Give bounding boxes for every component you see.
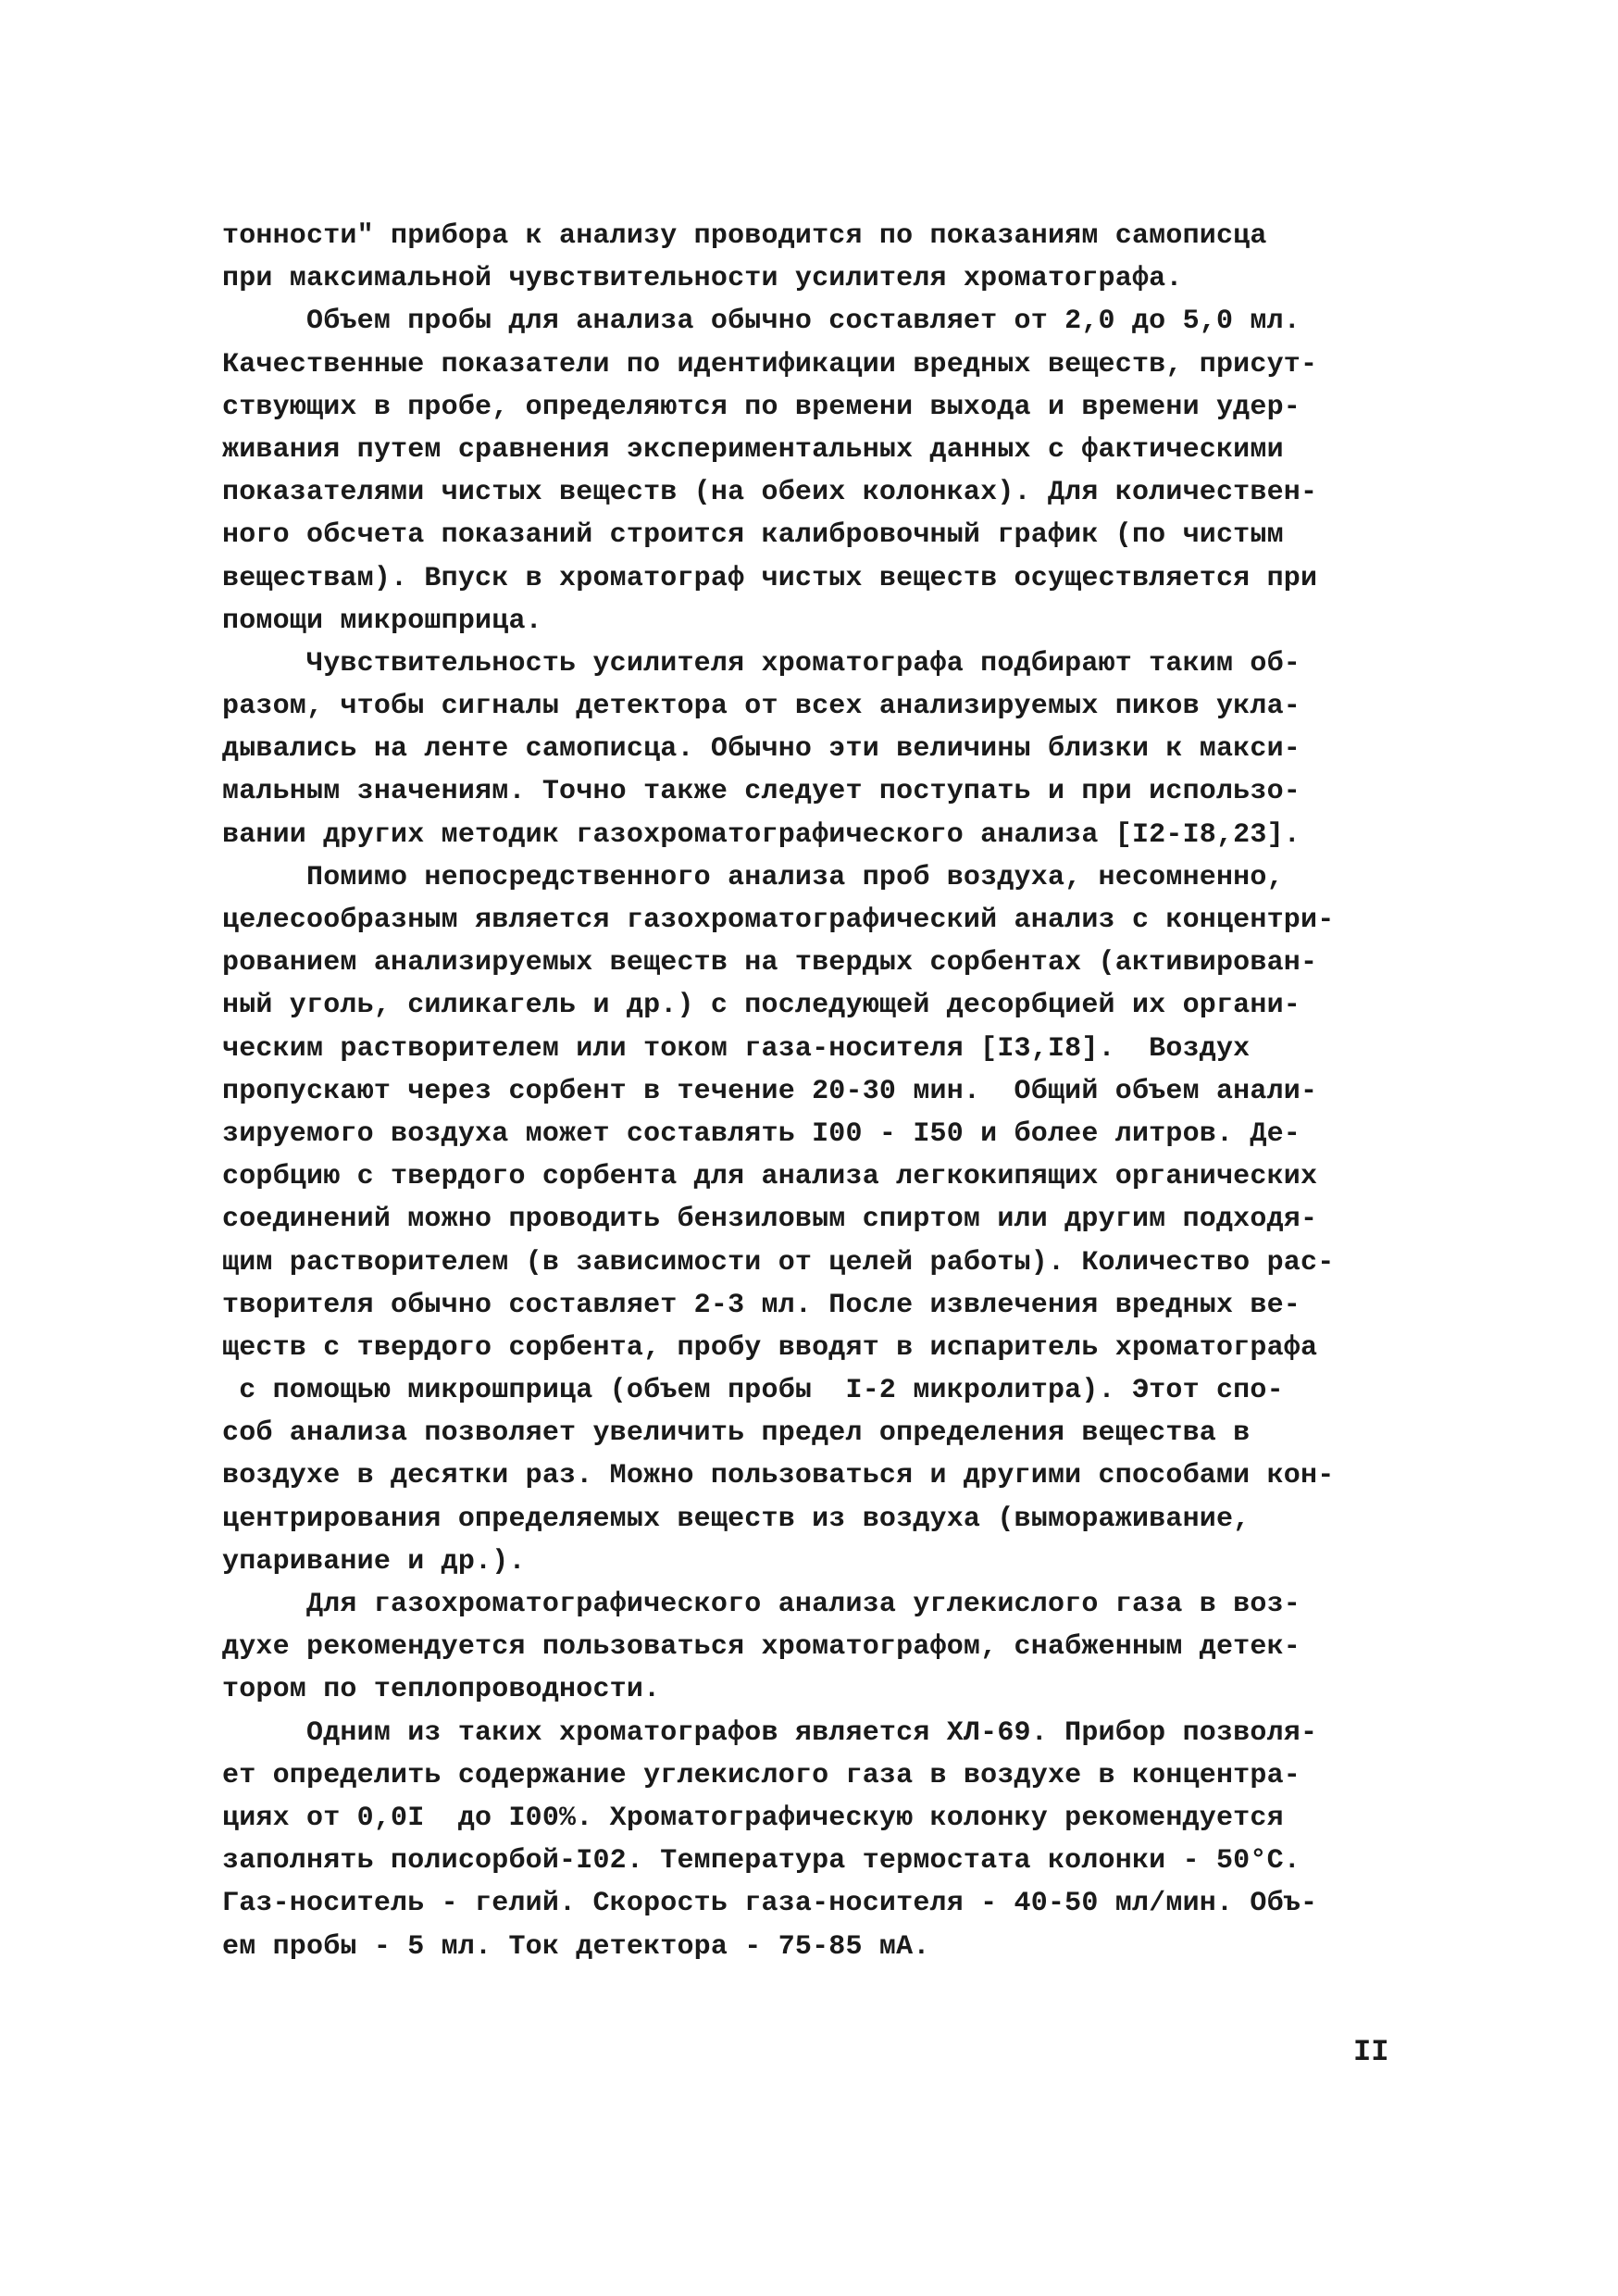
text-line: при максимальной чувствительности усилителя хроматографа.	[222, 263, 1183, 295]
text-line: соб анализа позволяет увеличить предел определения вещества в	[222, 1417, 1251, 1450]
text-line: тонности" прибора к анализу проводится по показаниям самописца	[222, 220, 1267, 252]
text-line: с помощью микрошприца (объем пробы I-2 микролитра). Этот спо-	[222, 1375, 1284, 1407]
text-line: воздухе в десятки раз. Можно пользоваться и другими способами кон-	[222, 1460, 1335, 1492]
text-line: вании других методик газохроматографического анализа [I2-I8,23].	[222, 818, 1301, 851]
text-line: Качественные показатели по идентификации вредных веществ, присут-	[222, 348, 1318, 381]
text-line: сорбцию с твердого сорбента для анализа легкокипящих органических	[222, 1161, 1318, 1193]
text-line: ствующих в пробе, определяются по времени выхода и времени удер-	[222, 391, 1301, 423]
text-line: дывались на ленте самописца. Обычно эти величины близки к макси-	[222, 733, 1301, 766]
text-line: ществ с твердого сорбента, пробу вводят в испаритель хроматографа	[222, 1331, 1318, 1364]
text-line: центрирования определяемых веществ из воздуха (вымораживание,	[222, 1503, 1251, 1535]
text-line: упаривание и др.).	[222, 1545, 526, 1578]
page-number: II	[1353, 2035, 1389, 2069]
text-line: Помимо непосредственного анализа проб воздуха, несомненно,	[222, 861, 1284, 893]
text-line: зируемого воздуха может составлять I00 - I50 и более литров. Де-	[222, 1117, 1301, 1150]
text-line: ем пробы - 5 мл. Ток детектора - 75-85 мА.	[222, 1930, 930, 1963]
text-line: тором по теплопроводности.	[222, 1674, 661, 1706]
text-line: помощи микрошприца.	[222, 605, 542, 637]
text-line: веществам). Впуск в хроматограф чистых веществ осуществляется при	[222, 562, 1318, 594]
text-line: ческим растворителем или током газа-носителя [I3,I8]. Воздух	[222, 1032, 1251, 1065]
text-line: соединений можно проводить бензиловым спиртом или другим подходя-	[222, 1204, 1318, 1236]
text-line: Объем пробы для анализа обычно составляет от 2,0 до 5,0 мл.	[222, 306, 1301, 338]
text-line: целесообразным является газохроматографический анализ с концентри-	[222, 905, 1335, 936]
text-line: духе рекомендуется пользоваться хроматографом, снабженным детек-	[222, 1631, 1301, 1664]
text-line: ного обсчета показаний строится калибровочный график (по чистым	[222, 519, 1284, 552]
text-line: разом, чтобы сигналы детектора от всех анализируемых пиков укла-	[222, 691, 1301, 723]
text-line: Чувствительность усилителя хроматографа подбирают таким об-	[222, 647, 1301, 680]
text-line: творителя обычно составляет 2-3 мл. После извлечения вредных ве-	[222, 1289, 1301, 1321]
text-line: ный уголь, силикагель и др.) с последующей десорбцией их органи-	[222, 990, 1301, 1022]
text-line: заполнять полисорбой-I02. Температура термостата колонки - 50°С.	[222, 1845, 1301, 1878]
text-line: показателями чистых веществ (на обеих колонках). Для количествен-	[222, 477, 1318, 509]
text-line: циях от 0,0I до I00%. Хроматографическую колонку рекомендуется	[222, 1802, 1284, 1834]
text-line: ет определить содержание углекислого газа в воздухе в концентра-	[222, 1759, 1301, 1791]
text-line: мальным значениям. Точно также следует поступать и при использо-	[222, 776, 1301, 808]
text-line: рованием анализируемых веществ на твердых сорбентах (активирован-	[222, 947, 1318, 980]
text-line: Для газохроматографического анализа углекислого газа в воз-	[222, 1589, 1301, 1620]
text-line: живания путем сравнения экспериментальных данных с фактическими	[222, 433, 1284, 466]
text-line: Газ-носитель - гелий. Скорость газа-носителя - 40-50 мл/мин. Объ-	[222, 1888, 1318, 1920]
body-text	[222, 215, 1416, 1968]
text-line: пропускают через сорбент в течение 20-30 мин. Общий объем анали-	[222, 1075, 1318, 1107]
text-line: Одним из таких хроматографов является ХЛ-69. Прибор позволя-	[222, 1716, 1318, 1749]
text-line: щим растворителем (в зависимости от целей работы). Количество рас-	[222, 1246, 1335, 1279]
